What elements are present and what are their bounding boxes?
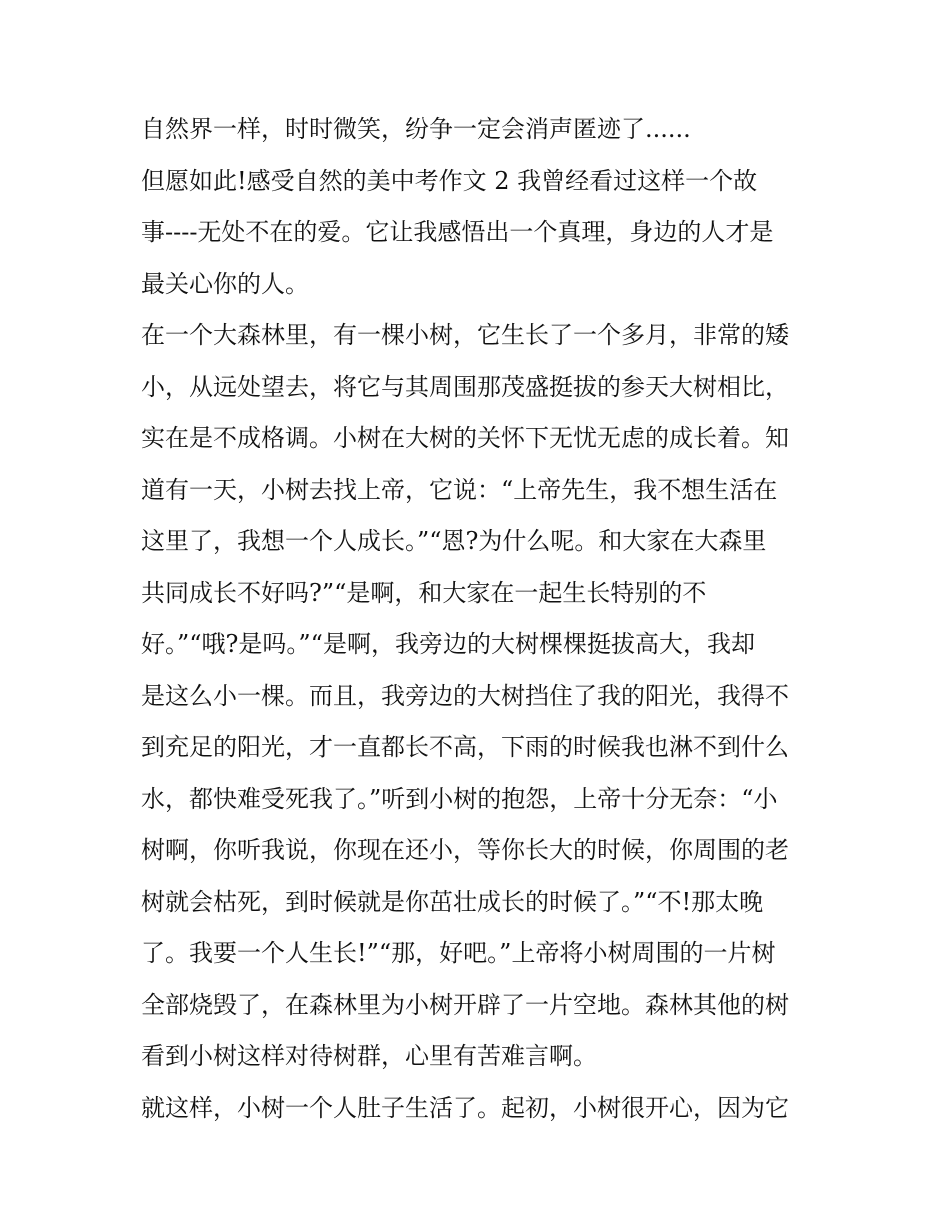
text-line: 就这样，小树一个人肚子生活了。起初，小树很开心，因为它 — [141, 1093, 789, 1122]
text-line: 全部烧毁了，在森林里为小树开辟了一片空地。森林其他的树 — [141, 990, 789, 1019]
text-line: 了。我要一个人生长!”“那，好吧。”上帝将小树周围的一片树 — [141, 939, 776, 967]
text-line: 树就会枯死，到时候就是你茁壮成长的时候了。”“不!那太晚 — [141, 887, 764, 916]
text-line: 小，从远处望去，将它与其周围那茂盛挺拔的参天大树相比， — [141, 372, 789, 401]
text-line: 这里了，我想一个人成长。”“恩?为什么呢。和大家在大森里 — [141, 527, 767, 555]
text-line: 在一个大森林里，有一棵小树，它生长了一个多月，非常的矮 — [141, 321, 789, 349]
text-line: 树啊，你听我说，你现在还小，等你长大的时候，你周围的老 — [141, 836, 789, 864]
text-line: 共同成长不好吗?”“是啊，和大家在一起生长特别的不 — [141, 578, 707, 607]
text-line: 道有一天，小树去找上帝，它说：“上帝先生，我不想生活在 — [141, 475, 778, 504]
text-line: 水，都快难受死我了。”听到小树的抱怨，上帝十分无奈：“小 — [141, 784, 778, 813]
text-line: 到充足的阳光，才一直都长不高，下雨的时候我也淋不到什么 — [141, 733, 789, 761]
text-line: 但愿如此!感受自然的美中考作文 2 我曾经看过这样一个故 — [141, 166, 758, 195]
text-line: 自然界一样，时时微笑，纷争一定会消声匿迹了...... — [141, 115, 691, 143]
text-line: 事----无处不在的爱。它让我感悟出一个真理，身边的人才是 — [141, 218, 774, 246]
text-line: 最关心你的人。 — [141, 269, 309, 298]
text-line: 是这么小一棵。而且，我旁边的大树挡住了我的阳光，我得不 — [141, 681, 789, 710]
essay-body — [141, 110, 821, 1140]
text-line: 好。”“哦?是吗。”“是啊，我旁边的大树棵棵挺拔高大，我却 — [141, 630, 755, 658]
text-line: 实在是不成格调。小树在大树的关怀下无忧无虑的成长着。知 — [141, 424, 789, 452]
text-line: 看到小树这样对待树群，心里有苦难言啊。 — [141, 1042, 597, 1070]
